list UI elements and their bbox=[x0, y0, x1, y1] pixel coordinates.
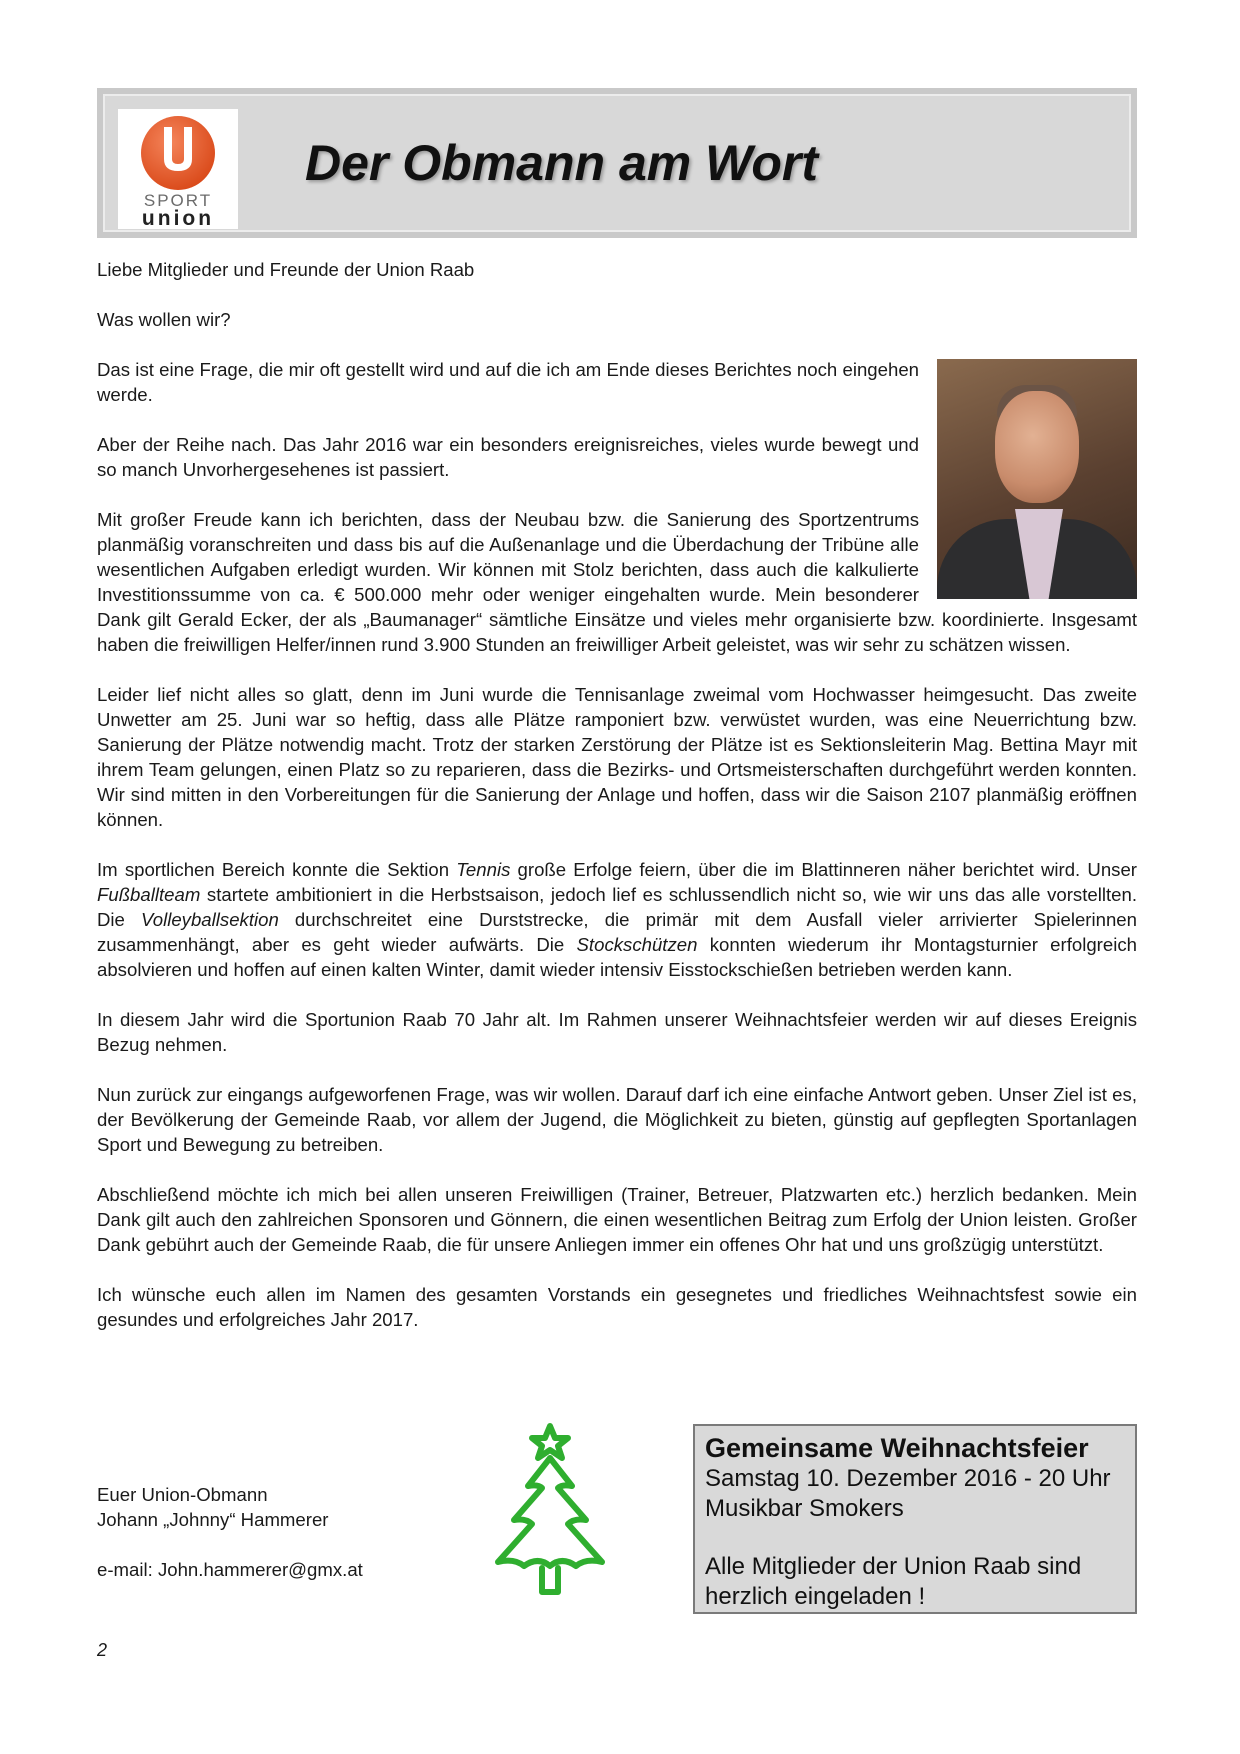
greeting: Liebe Mitglieder und Freunde der Union Raab bbox=[97, 259, 475, 280]
p5-tennis: Tennis bbox=[456, 859, 511, 880]
p5-text-5: konnten wiederum ihr Montagsturnier erfolgreich absolvieren und hoffen auf einen kalten Winter, damit wieder intensiv Eisstockschießen betrieben werden kann. bbox=[97, 934, 1137, 980]
paragraph-2: Aber der Reihe nach. Das Jahr 2016 war ein besonders ereignisreiches, vieles wurde bewegt und so manch Unvorhergesehenes ist passiert. bbox=[97, 434, 919, 480]
paragraph-1: Das ist eine Frage, die mir oft gestellt wird und auf die ich am Ende dieses Berichtes noch eingehen werde. bbox=[97, 359, 919, 405]
signature-line-2: Johann „Johnny“ Hammerer bbox=[97, 1509, 329, 1530]
event-invite-1: Alle Mitglieder der Union Raab sind bbox=[705, 1553, 1082, 1580]
p5-stockschuetzen: Stockschützen bbox=[576, 934, 698, 955]
logo-text-sport: SPORT bbox=[143, 191, 213, 210]
paragraph-3: Mit großer Freude kann ich berichten, dass der Neubau bzw. die Sanierung des Sportzentrums planmäßig voranschreiten und dass bis auf die Außenanlage und die Überdachung der Tribüne alle wesentlichen Aufgaben erledigt wurden. Wir können mit Stolz berichten, dass auch die kalkulierte Investitionssumme von ca. € 500.000 mehr oder weniger eingehalten wurde. Mein besonderer Dank gilt Gerald Ecker, der als „Baumanager“ sämtliche Einsätze und vieles mehr organisierte bzw. koordinierte. Insgesamt haben die freiwilligen Helfer/innen rund 3.900 Stunden an freiwilliger Arbeit geleistet, was wir sehr zu schätzen wissen. bbox=[97, 509, 1137, 655]
event-invite-2: herzlich eingeladen ! bbox=[705, 1583, 926, 1610]
article-body bbox=[97, 257, 1137, 1357]
union-u-icon bbox=[118, 109, 238, 193]
p5-volleyball: Volleyballsektion bbox=[141, 909, 279, 930]
event-box bbox=[693, 1424, 1137, 1614]
logo-text-union: union bbox=[141, 207, 215, 230]
portrait-face bbox=[995, 391, 1079, 503]
sport-union-logo bbox=[118, 109, 238, 229]
paragraph-8: Abschließend möchte ich mich bei allen unseren Freiwilligen (Trainer, Betreuer, Platzwarten etc.) herzlich bedanken. Mein Dank gilt auch den zahlreichen Sponsoren und Gönnern, die einen wesentlichen Beitrag zum Erfolg der Union leisten. Großer Dank gebührt auch der Gemeinde Raab, die für unsere Anliegen immer ein offenes Ohr hat und uns großzügig unterstützt. bbox=[97, 1184, 1137, 1255]
header-banner bbox=[97, 88, 1137, 238]
signature-email[interactable]: e-mail: John.hammerer@gmx.at bbox=[97, 1559, 363, 1580]
event-place: Musikbar Smokers bbox=[705, 1495, 904, 1522]
p5-text-2: große Erfolge feiern, über die im Blattinneren näher berichtet wird. Unser bbox=[510, 859, 1137, 880]
paragraph-4: Leider lief nicht alles so glatt, denn im Juni wurde die Tennisanlage zweimal vom Hochwasser heimgesucht. Das zweite Unwetter am 25. Juni war so heftig, dass alle Plätze ramponiert bzw. verwüstet wurden, was eine Neuerrichtung bzw. Sanierung der Plätze notwendig macht. Trotz der starken Zerstörung der Plätze ist es Sektionsleiterin Mag. Bettina Mayr mit ihrem Team gelungen, einen Platz so zu reparieren, dass die Bezirks- und Ortsmeisterschaften durchgeführt werden konnten. Wir sind mitten in den Vorbereitungen für die Sanierung der Anlage und hoffen, dass wir die Saison 2107 planmäßig eröffnen können. bbox=[97, 684, 1137, 830]
header-inner bbox=[103, 94, 1131, 232]
signature-line-1: Euer Union-Obmann bbox=[97, 1484, 268, 1505]
paragraph-9: Ich wünsche euch allen im Namen des gesamten Vorstands ein gesegnetes und friedliches Weihnachtsfest sowie ein gesundes und erfolgreiches Jahr 2017. bbox=[97, 1284, 1137, 1330]
page-number: 2 bbox=[97, 1640, 108, 1660]
portrait-photo bbox=[937, 359, 1137, 599]
paragraph-question: Was wollen wir? bbox=[97, 309, 231, 330]
event-title: Gemeinsame Weihnachtsfeier bbox=[705, 1433, 1089, 1463]
page-title: Der Obmann am Wort bbox=[305, 135, 819, 191]
christmas-tree-icon bbox=[480, 1420, 620, 1600]
paragraph-6: In diesem Jahr wird die Sportunion Raab 70 Jahr alt. Im Rahmen unserer Weihnachtsfeier werden wir auf dieses Ereignis Bezug nehmen. bbox=[97, 1009, 1137, 1055]
p5-football: Fußballteam bbox=[97, 884, 201, 905]
p5-text-4: durchschreitet eine Durststrecke, die primär mit dem Ausfall vieler arrivierter Spielerinnen zusammenhängt, aber es geht wieder aufwärts. Die bbox=[97, 909, 1137, 955]
paragraph-7: Nun zurück zur eingangs aufgeworfenen Frage, was wir wollen. Darauf darf ich eine einfache Antwort geben. Unser Ziel ist es, der Bevölkerung der Gemeinde Raab, vor allem der Jugend, die Möglichkeit zu bieten, günstig auf gepflegten Sportanlagen Sport und Bewegung zu betreiben. bbox=[97, 1084, 1137, 1155]
event-date: Samstag 10. Dezember 2016 - 20 Uhr bbox=[705, 1465, 1111, 1492]
p5-text-1: Im sportlichen Bereich konnte die Sektion bbox=[97, 859, 457, 880]
paragraph-5 bbox=[97, 857, 1137, 982]
p5-text-3: startete ambitioniert in die Herbstsaison, jedoch lief es schlussendlich nicht so, wie wir uns das alle vorstellten. Die bbox=[97, 884, 1137, 930]
signature-block bbox=[97, 1482, 363, 1582]
